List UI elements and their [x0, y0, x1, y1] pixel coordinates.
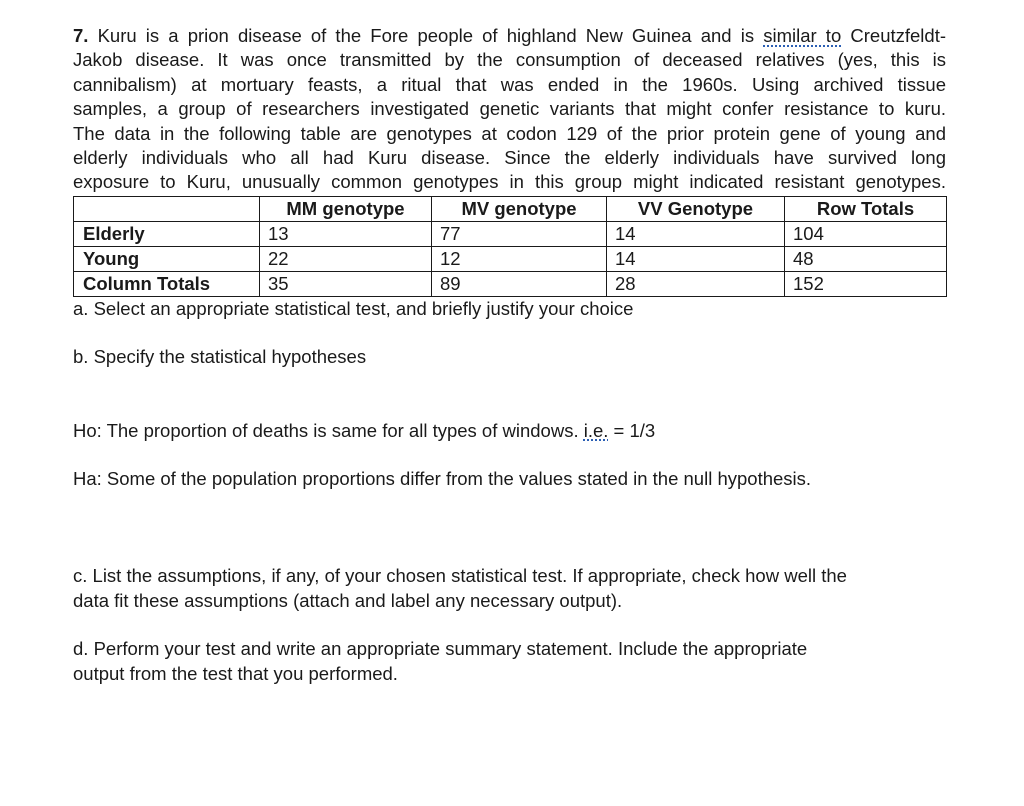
table-row	[74, 221, 947, 246]
question-line-6: elderly individuals who all had Kuru disease. Since the elderly individuals have survived long	[73, 147, 946, 169]
cell-young-mm: 22	[260, 246, 432, 271]
question-text: Kuru is a prion disease of the Fore people of highland New Guinea and is	[88, 25, 764, 46]
question-line-1	[73, 24, 946, 48]
cell-young-vv: 14	[607, 246, 785, 271]
part-d-prompt-line-2: output from the test that you performed.	[73, 662, 398, 684]
cell-elderly-mm: 13	[260, 221, 432, 246]
question-line-5: The data in the following table are genotypes at codon 129 of the prior protein gene of young and	[73, 122, 946, 144]
header-row-totals: Row Totals	[785, 196, 947, 221]
row-label-column-totals: Column Totals	[74, 271, 260, 296]
header-mm-genotype: MM genotype	[260, 196, 432, 221]
cell-total-mv: 89	[432, 271, 607, 296]
cell-elderly-mv: 77	[432, 221, 607, 246]
question-number: 7.	[73, 25, 89, 46]
cell-grand-total: 152	[785, 271, 947, 296]
header-vv-genotype: VV Genotype	[607, 196, 785, 221]
question-line-7: exposure to Kuru, unusually common genotypes in this group might indicated resistant genotypes.	[73, 171, 946, 193]
row-label-young: Young	[74, 246, 260, 271]
null-hypothesis	[73, 419, 946, 443]
spellcheck-phrase[interactable]: similar to	[763, 25, 842, 46]
part-c-prompt-line-2: data fit these assumptions (attach and label any necessary output).	[73, 589, 623, 611]
question-line-3: cannibalism) at mortuary feasts, a ritual that was ended in the 1960s. Using archived tissue	[73, 73, 946, 95]
part-d-prompt-line-1: d. Perform your test and write an appropriate summary statement. Include the appropriate	[73, 638, 808, 660]
part-c-prompt-line-1: c. List the assumptions, if any, of your chosen statistical test. If appropriate, check how well the	[73, 565, 847, 587]
question-line-4: samples, a group of researchers investigated genetic variants that might confer resistance to kuru.	[73, 98, 946, 120]
table-row	[74, 271, 947, 296]
null-hypothesis-value: = 1/3	[608, 419, 656, 441]
cell-elderly-total: 104	[785, 221, 947, 246]
table-corner-cell	[74, 196, 260, 221]
worksheet-page	[73, 24, 946, 686]
part-a-prompt: a. Select an appropriate statistical test, and briefly justify your choice	[73, 297, 634, 319]
row-label-elderly: Elderly	[74, 221, 260, 246]
cell-elderly-vv: 14	[607, 221, 785, 246]
alternative-hypothesis: Ha: Some of the population proportions differ from the values stated in the null hypothesis.	[73, 468, 812, 490]
table-header-row	[74, 196, 947, 221]
part-b-prompt: b. Specify the statistical hypotheses	[73, 346, 367, 368]
question-line-2: Jakob disease. It was once transmitted by the consumption of deceased relatives (yes, this is	[73, 49, 946, 71]
spellcheck-ie[interactable]: i.e.	[583, 419, 609, 441]
genotype-table	[73, 196, 947, 297]
question-paragraph	[73, 24, 946, 195]
cell-total-mm: 35	[260, 271, 432, 296]
null-hypothesis-text: Ho: The proportion of deaths is same for all types of windows.	[73, 419, 584, 441]
question-text: Creutzfeldt-	[841, 25, 947, 46]
table-row	[74, 246, 947, 271]
cell-young-mv: 12	[432, 246, 607, 271]
cell-young-total: 48	[785, 246, 947, 271]
header-mv-genotype: MV genotype	[432, 196, 607, 221]
cell-total-vv: 28	[607, 271, 785, 296]
